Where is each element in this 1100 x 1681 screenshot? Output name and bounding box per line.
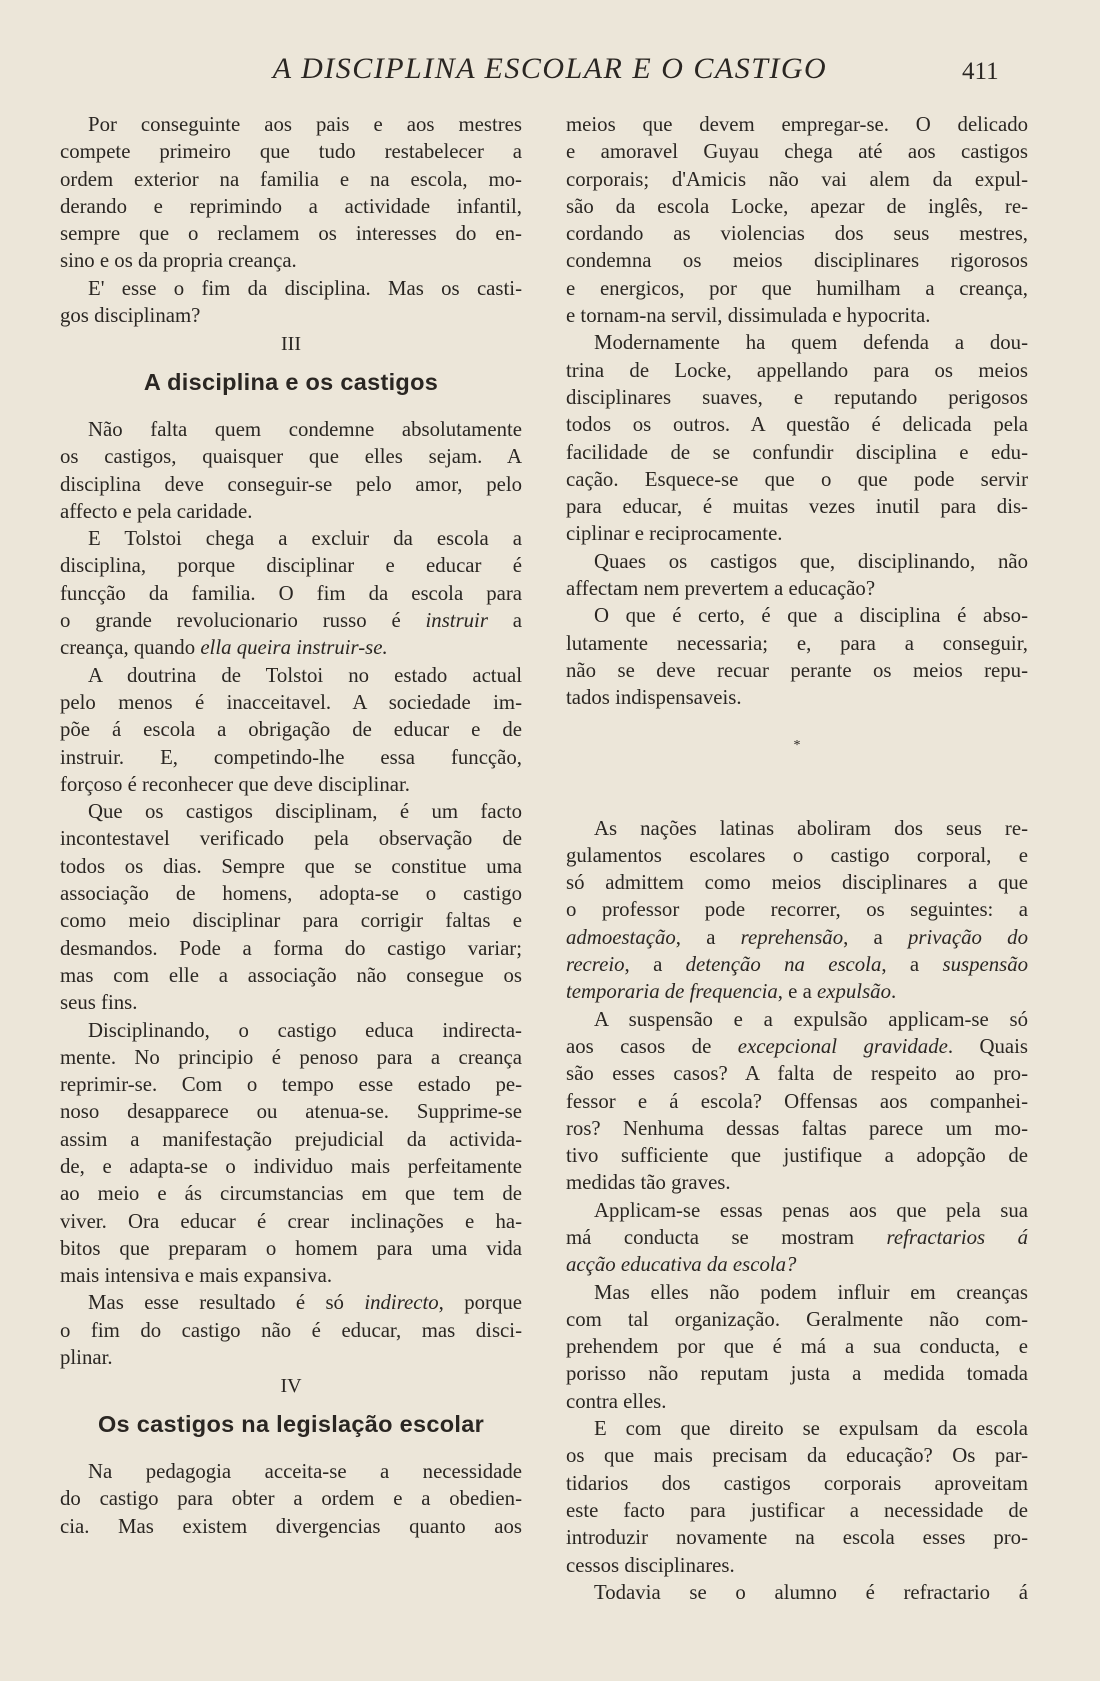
text-line: ciplinar e reciprocamente.: [566, 522, 783, 546]
text-line: A doutrina de Tolstoi no estado actual: [88, 663, 522, 687]
text-line: derando e reprimindo a actividade infantil,: [60, 194, 522, 218]
text-line: seus fins.: [60, 991, 138, 1015]
emphasis-text: detenção na escola: [685, 953, 882, 977]
text-line: Modernamente ha quem defenda a dou-: [594, 331, 1028, 355]
text-line: cessos disciplinares.: [566, 1553, 735, 1577]
left-column: [60, 111, 522, 1540]
paragraph: [566, 329, 1028, 547]
text-line: bitos que preparam o homem para uma vida: [60, 1236, 522, 1260]
text-line: E Tolstoi chega a excluir da escola a: [88, 527, 522, 551]
text-line: creança, quando ella queira instruir-se.: [60, 636, 388, 660]
text-line: O que é certo, é que a disciplina é abso-: [594, 604, 1028, 628]
text-line: de, e adapta-se o individuo mais perfeitamente: [60, 1154, 522, 1178]
paragraph: [566, 1006, 1028, 1197]
text-line: não se deve recuar perante os meios repu-: [566, 658, 1028, 682]
text-line: ordem exterior na familia e na escola, mo-: [60, 167, 522, 191]
emphasis-text: expulsão: [817, 980, 891, 1004]
running-title: A DISCIPLINA ESCOLAR E O CASTIGO: [272, 52, 828, 85]
text-line: medidas tão graves.: [566, 1171, 731, 1195]
text-line: gulamentos escolares o castigo corporal, e: [566, 843, 1028, 867]
text-line: Applicam-se essas penas aos que pela sua: [594, 1198, 1028, 1222]
emphasis-text: acção educativa da escola?: [566, 1253, 797, 1277]
page-number: 411: [962, 58, 999, 85]
text-line: são da escola Locke, apezar de inglês, re-: [566, 194, 1028, 218]
text-line: do castigo para obter a ordem e a obedien-: [60, 1487, 522, 1511]
text-line: Não falta quem condemne absolutamente: [88, 417, 522, 441]
text-line: o grande revolucionario russo é instruir a: [60, 609, 522, 633]
text-line: associação de homens, adopta-se o castigo: [60, 882, 522, 906]
text-line: todos os dias. Sempre que se constitue uma: [60, 854, 522, 878]
text-line: má conducta se mostram refractarios á: [566, 1225, 1028, 1249]
text-line: os castigos, quaisquer que elles sejam. A: [60, 445, 522, 469]
paragraph: [566, 1279, 1028, 1415]
text-line: [566, 1251, 1028, 1278]
text-line: cação. Esquece-se que o que pode servir: [566, 467, 1028, 491]
paragraph: [60, 1017, 522, 1290]
text-line: são esses casos? A falta de respeito ao pro-: [566, 1062, 1028, 1086]
paragraph: [60, 1289, 522, 1371]
text-line: ao meio e ás circumstancias em que tem de: [60, 1182, 522, 1206]
text-line: affecto e pela caridade.: [60, 499, 253, 523]
text-line: tivo sufficiente que justifique a adopção de: [566, 1144, 1028, 1168]
paragraph: [60, 798, 522, 1016]
text-line: prehendem por que é má a sua conducta, e: [566, 1335, 1028, 1359]
text-line: As nações latinas aboliram dos seus re-: [594, 816, 1028, 840]
paragraph: [60, 111, 522, 275]
paragraph: [566, 602, 1028, 711]
text-line: A suspensão e a expulsão applicam-se só: [594, 1007, 1028, 1031]
text-line: facilidade de se confundir disciplina e edu-: [566, 440, 1028, 464]
text-line: porisso não reputam justa a medida tomada: [566, 1362, 1028, 1386]
text-line: trina de Locke, appellando para os meios: [566, 358, 1028, 382]
text-line: contra elles.: [566, 1389, 667, 1413]
text-line: o professor pode recorrer, os seguintes: a: [566, 898, 1028, 922]
text-line: affectam nem prevertem a educação?: [566, 577, 876, 601]
text-line: Todavia se o alumno é refractario á: [594, 1580, 1028, 1604]
emphasis-text: suspensão: [942, 953, 1028, 977]
text-line: Quaes os castigos que, disciplinando, não: [594, 549, 1028, 573]
text-line: mente. No principio é penoso para a creança: [60, 1045, 522, 1069]
text-line: cia. Mas existem divergencias quanto aos: [60, 1514, 522, 1538]
paragraph: [60, 525, 522, 661]
section-heading: A disciplina e os castigos: [143, 368, 439, 395]
section-divider: *: [793, 737, 801, 753]
text-line: aos casos de excepcional gravidade. Quais: [566, 1034, 1028, 1058]
text-line: e tornam-na servil, dissimulada e hypocrita.: [566, 304, 931, 328]
section-numeral: III: [281, 333, 301, 356]
text-line: reprimir-se. Com o tempo esse estado pe-: [60, 1073, 522, 1097]
paragraph: [566, 1415, 1028, 1579]
text-line: tados indispensaveis.: [566, 686, 742, 710]
text-line: temporaria de frequencia, e a expulsão.: [566, 980, 897, 1004]
text-line: e energicos, por que humilham a creança,: [566, 276, 1028, 300]
text-line: instruir. E, competindo-lhe essa funcção,: [60, 745, 522, 769]
emphasis-text: refractarios á: [886, 1225, 1028, 1249]
text-line: compete primeiro que tudo restabelecer a: [60, 140, 522, 164]
text-line: E' esse o fim da disciplina. Mas os casti-: [88, 276, 522, 300]
text-line: tidarios dos castigos corporais aproveitam: [566, 1471, 1028, 1495]
text-line: para educar, é muitas vezes inutil para dis-: [566, 495, 1028, 519]
text-line: sempre que o reclamem os interesses do en-: [60, 222, 522, 246]
text-line: meios que devem empregar-se. O delicado: [566, 113, 1028, 136]
section-heading: Os castigos na legislação escolar: [97, 1410, 485, 1437]
text-line: noso desapparece ou atenua-se. Supprime-se: [60, 1100, 522, 1124]
emphasis-text: recreio: [566, 953, 625, 977]
text-line: e amoravel Guyau chega até aos castigos: [566, 140, 1028, 164]
text-line: fessor e á escola? Offensas aos companhei-: [566, 1089, 1028, 1113]
text-line: só admittem como meios disciplinares a que: [566, 871, 1028, 895]
right-column: [566, 111, 1028, 1606]
emphasis-text: privação do: [908, 925, 1028, 949]
text-line: assim a manifestação prejudicial da activida-: [60, 1127, 522, 1151]
text-line: condemna os meios disciplinares rigorosos: [566, 249, 1028, 273]
text-line: disciplina deve conseguir-se pelo amor, pelo: [60, 472, 522, 496]
text-line: lutamente necessaria; e, para a conseguir,: [566, 631, 1028, 655]
emphasis-text: instruir: [425, 609, 488, 633]
text-line: admoestação, a reprehensão, a privação do: [566, 925, 1028, 949]
text-line: Que os castigos disciplinam, é um facto: [88, 800, 522, 824]
text-line: E com que direito se expulsam da escola: [594, 1417, 1028, 1441]
text-line: sino e os da propria creança.: [60, 249, 297, 273]
text-line: pelo menos é inacceitavel. A sociedade im-: [60, 690, 522, 714]
text-line: com tal organização. Geralmente não com-: [566, 1307, 1028, 1331]
text-line: os que mais precisam da educação? Os par-: [566, 1444, 1028, 1468]
text-line: incontestavel verificado pela observação de: [60, 827, 522, 851]
paragraph: [566, 548, 1028, 603]
text-line: disciplinares suaves, e reputando perigosos: [566, 385, 1028, 409]
text-line: viver. Ora educar é crear inclinações e ha-: [60, 1209, 522, 1233]
text-line: Mas elles não podem influir em creanças: [594, 1280, 1028, 1304]
text-line: corporais; d'Amicis não vai alem da expul-: [566, 167, 1028, 191]
paragraph: [566, 1579, 1028, 1606]
text-line: o fim do castigo não é educar, mas disci-: [60, 1318, 522, 1342]
text-line: põe á escola a obrigação de educar e de: [60, 718, 522, 742]
text-line: Disciplinando, o castigo educa indirecta-: [88, 1018, 522, 1042]
section-numeral: IV: [280, 1375, 302, 1398]
emphasis-text: indirecto: [364, 1291, 439, 1315]
paragraph: [60, 416, 522, 525]
paragraph: [60, 275, 522, 330]
text-line: desmandos. Pode a forma do castigo variar;: [60, 936, 522, 960]
text-line: como meio disciplinar para corrigir faltas e: [60, 909, 522, 933]
text-line: plinar.: [60, 1346, 113, 1370]
text-line: este facto para justificar a necessidade de: [566, 1498, 1028, 1522]
emphasis-text: temporaria de frequencia: [566, 980, 778, 1004]
text-line: recreio, a detenção na escola, a suspensão: [566, 953, 1028, 977]
emphasis-text: ella queira instruir-se.: [200, 636, 388, 660]
text-line: Mas esse resultado é só indirecto, porque: [88, 1291, 522, 1315]
paragraph: [60, 662, 522, 798]
paragraph: [566, 1197, 1028, 1279]
text-line: mas com elle a associação não consegue os: [60, 963, 522, 987]
text-line: introduzir novamente na escola esses pro-: [566, 1526, 1028, 1550]
emphasis-text: admoestação: [566, 925, 676, 949]
text-line: Na pedagogia acceita-se a necessidade: [88, 1459, 522, 1483]
spacer: [566, 787, 1028, 815]
text-line: cordando as violencias dos seus mestres,: [566, 222, 1028, 246]
text-line: mais intensiva e mais expansiva.: [60, 1264, 333, 1288]
text-line: funcção da familia. O fim da escola para: [60, 581, 522, 605]
text-line: forçoso é reconhecer que deve disciplinar.: [60, 772, 410, 796]
text-line: disciplina, porque disciplinar e educar é: [60, 554, 522, 578]
emphasis-text: excepcional gravidade: [737, 1034, 948, 1058]
text-line: todos os outros. A questão é delicada pela: [566, 413, 1028, 437]
emphasis-text: reprehensão: [740, 925, 844, 949]
paragraph: [60, 1458, 522, 1540]
text-line: ros? Nenhuma dessas faltas parece um mo-: [566, 1116, 1028, 1140]
paragraph: [566, 815, 1028, 1006]
paragraph: [566, 111, 1028, 329]
text-line: gos disciplinam?: [60, 304, 201, 328]
text-line: Por conseguinte aos pais e aos mestres: [88, 113, 522, 136]
